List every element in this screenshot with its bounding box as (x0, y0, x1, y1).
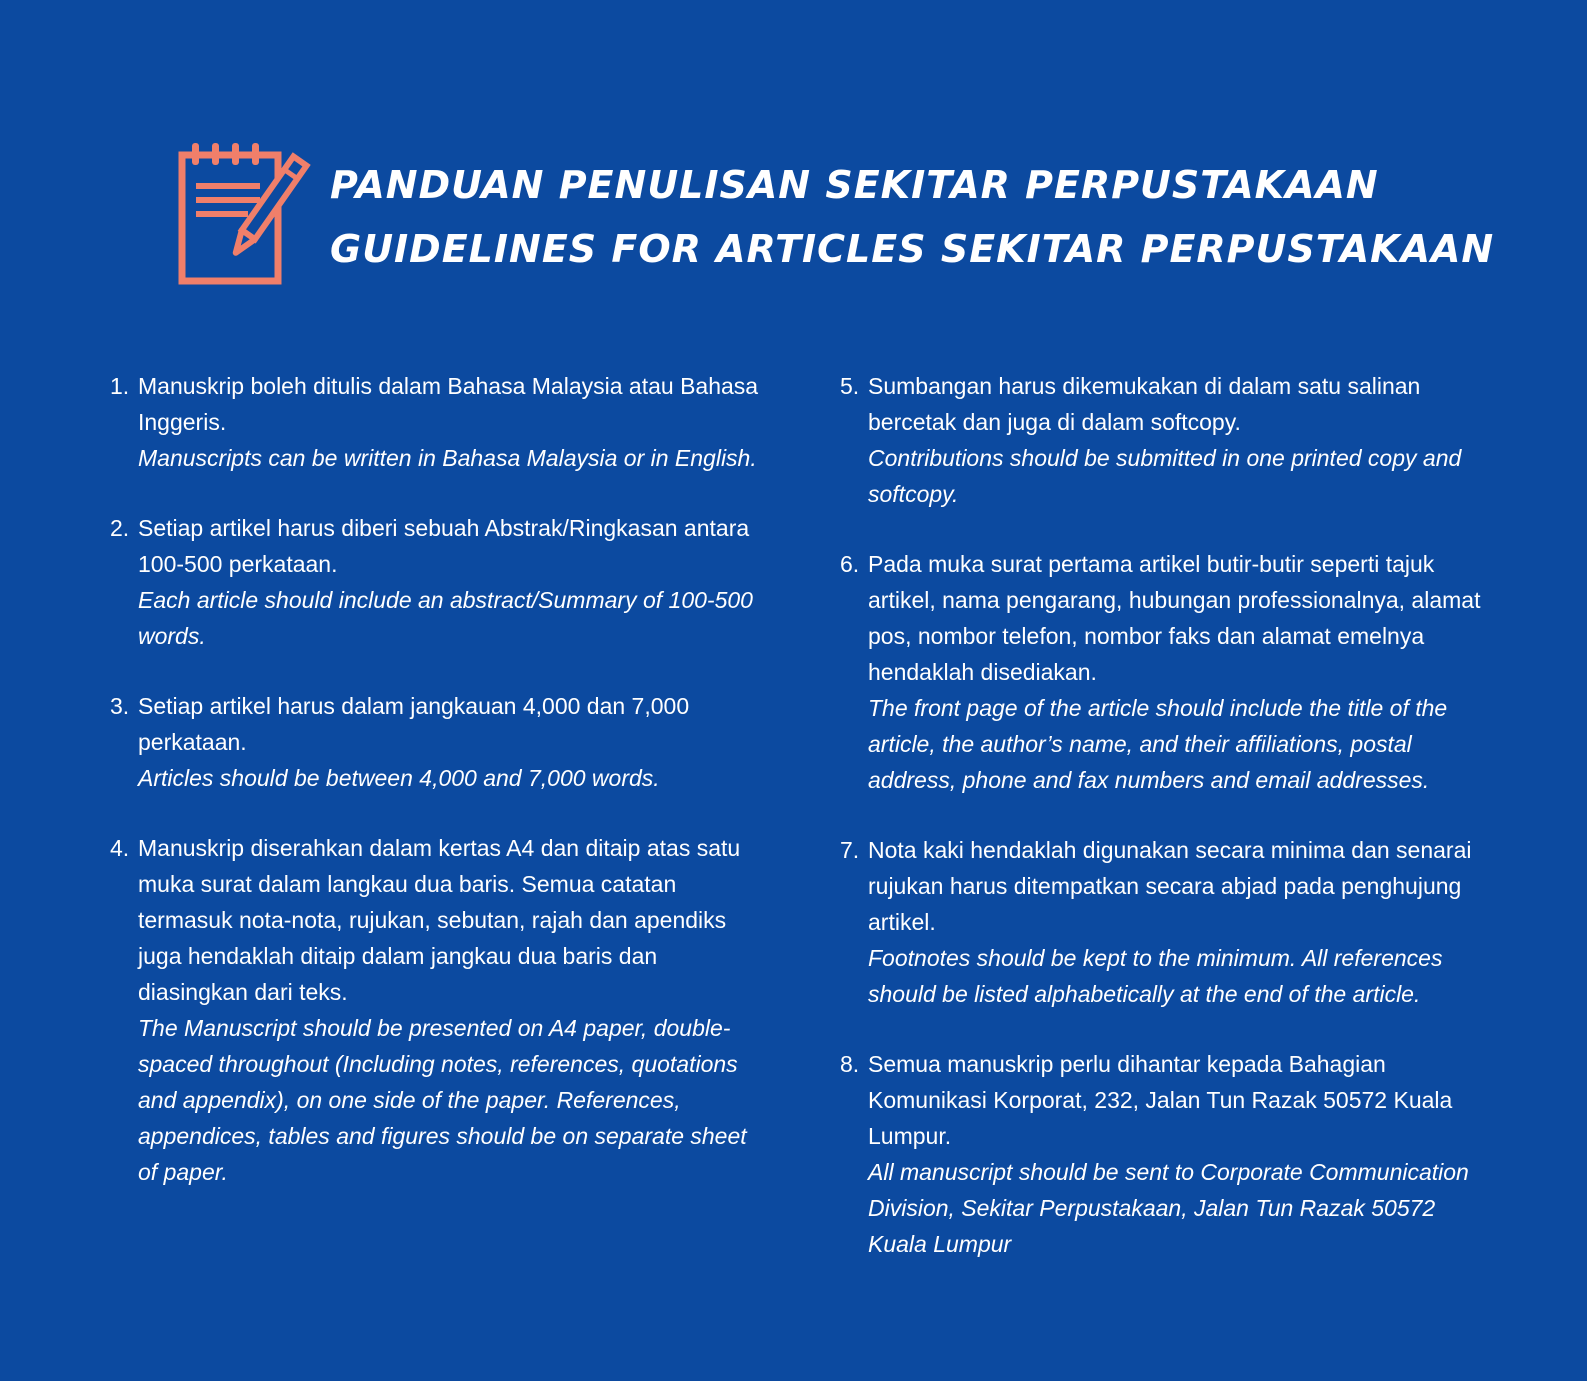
item-body (868, 368, 1490, 512)
item-text-malay: Manuskrip boleh ditulis dalam Bahasa Malaysia atau Bahasa Inggeris. (138, 373, 759, 435)
item-text-english: Contributions should be submitted in one printed copy and softcopy. (868, 445, 1462, 507)
title-english: GUIDELINES FOR ARTICLES SEKITAR PERPUSTAKAAN (330, 227, 1495, 271)
item-number: 2. (110, 515, 130, 541)
item-body (138, 830, 770, 1190)
guideline-item-5 (840, 368, 1490, 512)
item-number: 4. (110, 835, 130, 861)
guidelines-right-column (840, 368, 1490, 1296)
item-text-malay: Manuskrip diserahkan dalam kertas A4 dan ditaip atas satu muka surat dalam langkau dua baris. Semua catatan termasuk nota-nota, rujukan, sebutan, rajah dan apendiks juga hendaklah ditaip dalam jangkau dua baris dan diasingkan dari teks. (138, 835, 741, 1005)
item-text-malay: Semua manuskrip perlu dihantar kepada Bahagian Komunikasi Korporat, 232, Jalan Tun Razak 50572 Kuala Lumpur. (868, 1051, 1453, 1149)
item-number: 5. (840, 373, 860, 399)
guideline-item-4 (110, 830, 770, 1190)
item-number: 1. (110, 373, 130, 399)
item-text-english: Manuscripts can be written in Bahasa Malaysia or in English. (138, 445, 757, 471)
item-text-malay: Nota kaki hendaklah digunakan secara minima dan senarai rujukan harus ditempatkan secara abjad pada penghujung artikel. (868, 837, 1472, 935)
guidelines-left-column (110, 368, 770, 1224)
item-text-malay: Pada muka surat pertama artikel butir-butir seperti tajuk artikel, nama pengarang, hubungan professionalnya, alamat pos, nombor telefon, nombor faks dan alamat emelnya hendaklah disediakan. (868, 551, 1481, 685)
item-text-english: The Manuscript should be presented on A4 paper, double-spaced throughout (Including notes, references, quotations and appendix), on one side of the paper. References, appendices, tables and figures should be on separate sheet of paper. (138, 1015, 747, 1185)
item-body (868, 546, 1490, 798)
item-text-english: The front page of the article should include the title of the article, the author’s name, and their affiliations, postal address, phone and fax numbers and email addresses. (868, 695, 1448, 793)
item-text-malay: Setiap artikel harus diberi sebuah Abstrak/Ringkasan antara 100-500 perkataan. (138, 515, 750, 577)
page-titles (330, 153, 1495, 281)
guideline-item-2 (110, 510, 770, 654)
item-number: 7. (840, 837, 860, 863)
item-text-english: Each article should include an abstract/Summary of 100-500 words. (138, 587, 753, 649)
item-text-malay: Sumbangan harus dikemukakan di dalam satu salinan bercetak dan juga di dalam softcopy. (868, 373, 1421, 435)
title-malay: PANDUAN PENULISAN SEKITAR PERPUSTAKAAN (330, 163, 1379, 207)
item-body (868, 1046, 1490, 1262)
item-body (868, 832, 1490, 1012)
item-number: 6. (840, 551, 860, 577)
item-text-english: Footnotes should be kept to the minimum. All references should be listed alphabetically at the end of the article. (868, 945, 1443, 1007)
page-header (0, 135, 1587, 295)
guideline-item-1 (110, 368, 770, 476)
item-text-malay: Setiap artikel harus dalam jangkauan 4,000 dan 7,000 perkataan. (138, 693, 690, 755)
guideline-item-7 (840, 832, 1490, 1012)
item-body (138, 510, 770, 654)
notepad-pencil-icon (178, 139, 318, 289)
item-number: 8. (840, 1051, 860, 1077)
guideline-item-6 (840, 546, 1490, 798)
item-number: 3. (110, 693, 130, 719)
item-text-english: All manuscript should be sent to Corporate Communication Division, Sekitar Perpustakaan, Jalan Tun Razak 50572 Kuala Lumpur (868, 1159, 1469, 1257)
item-body (138, 368, 770, 476)
item-body (138, 688, 770, 796)
item-text-english: Articles should be between 4,000 and 7,000 words. (138, 765, 660, 791)
guideline-item-8 (840, 1046, 1490, 1262)
guideline-item-3 (110, 688, 770, 796)
